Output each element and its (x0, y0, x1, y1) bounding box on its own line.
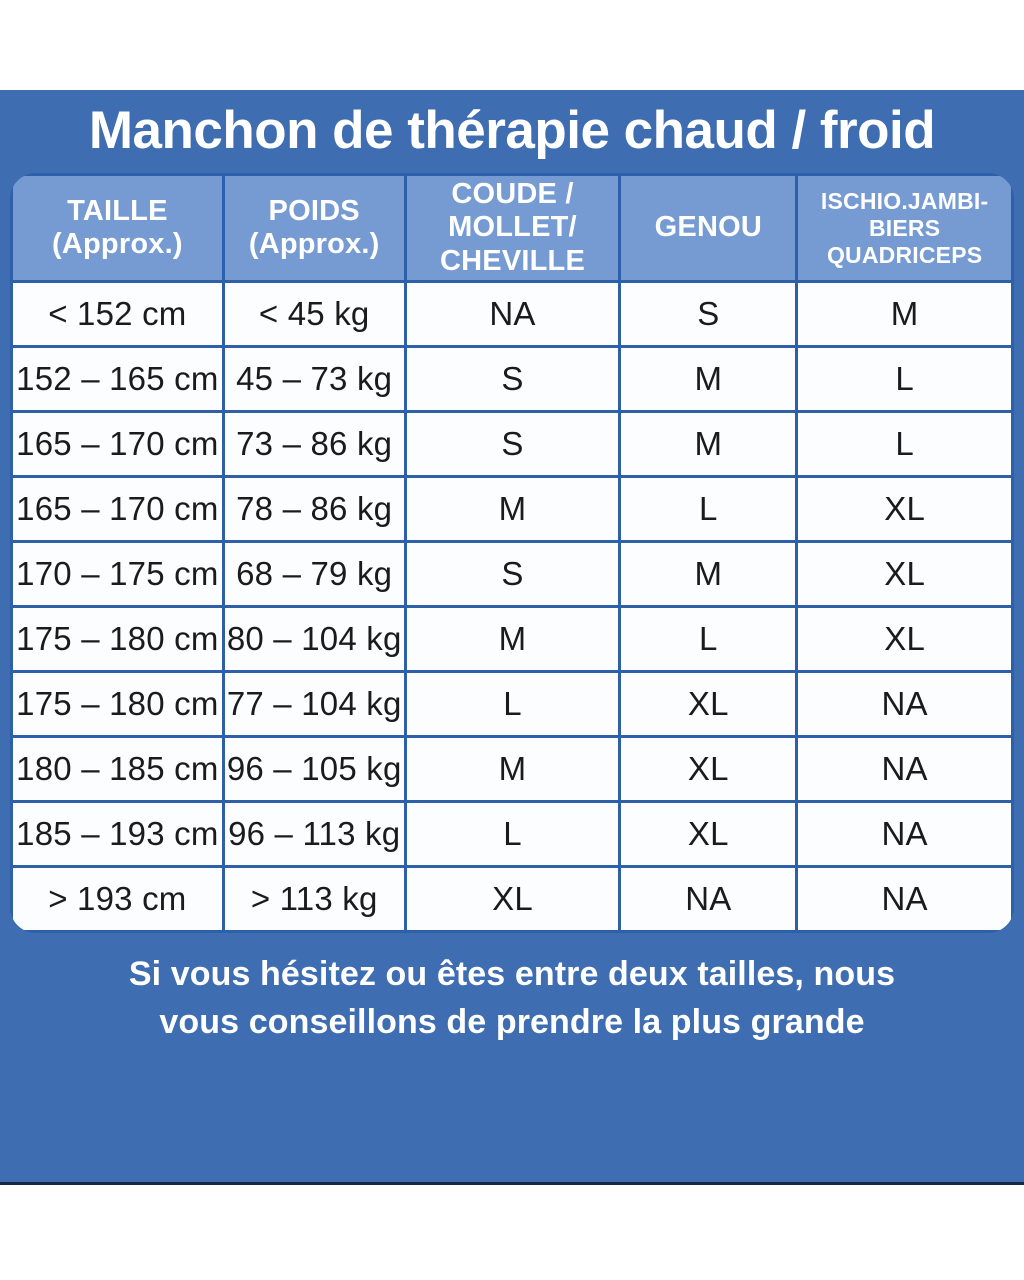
header-line: CHEVILLE (439, 245, 585, 278)
table-cell-coude: XL (407, 868, 619, 930)
table-cell-ischio: XL (798, 478, 1011, 540)
table-cell-genou: S (621, 283, 795, 345)
table-cell-genou: M (621, 348, 795, 410)
table-cell-genou: XL (621, 738, 795, 800)
header-line: MOLLET/ (448, 211, 577, 244)
table-cell-ischio: L (798, 348, 1011, 410)
footer-line-1: Si vous hésitez ou êtes entre deux tailles, nous (128, 955, 896, 994)
table-cell-coude: NA (407, 283, 619, 345)
table-cell-coude: L (407, 803, 619, 865)
table-cell-coude: S (407, 413, 619, 475)
table-cell-coude: S (407, 348, 619, 410)
table-cell-genou: XL (621, 803, 795, 865)
header-line: POIDS (268, 194, 360, 227)
table-cell-coude: M (407, 608, 619, 670)
table-cell-taille: 152 – 165 cm (13, 348, 222, 410)
table-cell-ischio: L (798, 413, 1011, 475)
bottom-margin (0, 1185, 1024, 1280)
table-cell-taille: 175 – 180 cm (13, 608, 222, 670)
table-cell-poids: > 113 kg (225, 868, 404, 930)
table-cell-poids: 96 – 105 kg (225, 738, 404, 800)
header-line: QUADRICEPS (826, 241, 983, 268)
table-cell-ischio: XL (798, 608, 1011, 670)
table-cell-poids: 77 – 104 kg (225, 673, 404, 735)
table-cell-taille: 170 – 175 cm (13, 543, 222, 605)
column-header-poids (225, 176, 404, 280)
table-cell-poids: < 45 kg (225, 283, 404, 345)
table-cell-ischio: NA (798, 803, 1011, 865)
page-title: Manchon de thérapie chaud / froid (88, 101, 936, 160)
table-cell-poids: 45 – 73 kg (225, 348, 404, 410)
table-cell-coude: M (407, 738, 619, 800)
table-cell-poids: 73 – 86 kg (225, 413, 404, 475)
size-table (10, 173, 1014, 933)
table-cell-taille: 180 – 185 cm (13, 738, 222, 800)
table-cell-ischio: NA (798, 738, 1011, 800)
header-line: BIERS (868, 214, 941, 241)
header-line: ISCHIO.JAMBI- (820, 187, 989, 214)
table-cell-genou: L (621, 608, 795, 670)
table-cell-ischio: XL (798, 543, 1011, 605)
column-header-genou (621, 176, 795, 280)
column-header-taille (13, 176, 222, 280)
table-cell-coude: L (407, 673, 619, 735)
table-cell-ischio: NA (798, 868, 1011, 930)
table-cell-taille: 175 – 180 cm (13, 673, 222, 735)
table-cell-ischio: NA (798, 673, 1011, 735)
table-cell-genou: NA (621, 868, 795, 930)
header-line: GENOU (654, 211, 762, 244)
table-cell-taille: > 193 cm (13, 868, 222, 930)
header-line: (Approx.) (248, 228, 380, 261)
column-header-coude-mollet-cheville (407, 176, 619, 280)
table-cell-taille: 185 – 193 cm (13, 803, 222, 865)
table-cell-taille: 165 – 170 cm (13, 478, 222, 540)
table-cell-taille: 165 – 170 cm (13, 413, 222, 475)
header-line: COUDE / (451, 177, 574, 210)
table-cell-genou: M (621, 543, 795, 605)
table-cell-genou: XL (621, 673, 795, 735)
table-cell-ischio: M (798, 283, 1011, 345)
table-cell-coude: S (407, 543, 619, 605)
table-cell-poids: 68 – 79 kg (225, 543, 404, 605)
footer-note (0, 951, 1024, 1046)
table-cell-genou: L (621, 478, 795, 540)
column-header-ischio-jambiers-quadriceps (798, 176, 1011, 280)
header-line: TAILLE (67, 194, 168, 227)
table-cell-genou: M (621, 413, 795, 475)
table-cell-coude: M (407, 478, 619, 540)
table-cell-poids: 78 – 86 kg (225, 478, 404, 540)
table-cell-taille: < 152 cm (13, 283, 222, 345)
header-line: (Approx.) (52, 228, 183, 261)
top-margin (0, 0, 1024, 90)
footer-line-2: vous conseillons de prendre la plus grande (159, 1002, 865, 1041)
size-chart-panel (0, 90, 1024, 1185)
table-cell-poids: 80 – 104 kg (225, 608, 404, 670)
table-cell-poids: 96 – 113 kg (225, 803, 404, 865)
